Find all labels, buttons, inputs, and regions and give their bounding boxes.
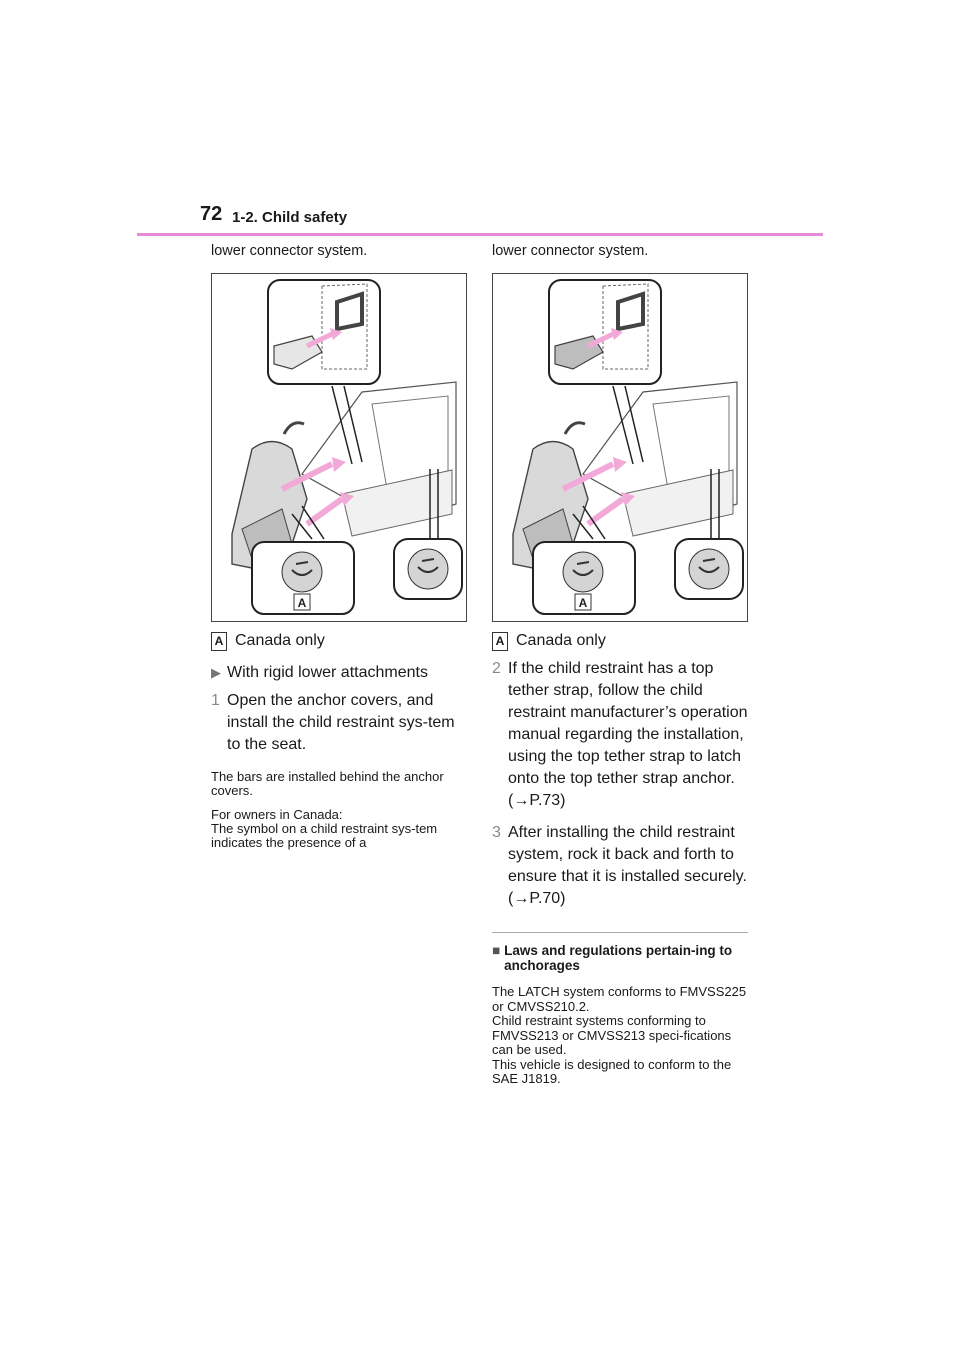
step-2	[492, 658, 748, 812]
section-divider	[492, 932, 748, 933]
left-column	[211, 240, 467, 850]
intro-text: lower connector system.	[492, 243, 649, 259]
step-text: If the child restraint has a top tether strap, follow the child restraint manufacturer’s operation manual regarding the installation, using the top tether strap to latch onto the top tether strap anchor. (→P.73)	[508, 660, 748, 809]
step-text: Open the anchor covers, and install the child restraint sys-tem to the seat.	[227, 692, 455, 753]
page-number: 72	[200, 203, 223, 225]
section-title: 1-2. Child safety	[232, 209, 348, 226]
note-anchor-covers	[211, 770, 467, 798]
body-line: The LATCH system conforms to FMVSS225 or CMVSS210.2.	[492, 984, 747, 1014]
subsection-title: Laws and regulations pertain-ing to anchorages	[504, 943, 733, 973]
caption-text: Canada only	[516, 632, 606, 649]
body-line: This vehicle is designed to conform to the SAE J1819.	[492, 1056, 732, 1086]
bullet-text: With rigid lower attachments	[227, 664, 428, 681]
caption-text: Canada only	[235, 632, 325, 649]
step-3	[492, 822, 748, 910]
note-line: For owners in Canada:	[211, 807, 343, 822]
triangle-bullet-icon: ▶	[211, 665, 221, 680]
note-text: The bars are installed behind the anchor covers.	[211, 769, 444, 798]
right-column	[492, 240, 748, 1087]
child-seat-illustration	[211, 273, 467, 622]
subsection-body	[492, 985, 748, 1087]
child-seat-illustration	[492, 273, 748, 622]
body-line: Child restraint systems conforming to FMVSS213 or CMVSS213 speci-fications can be used.	[492, 1013, 732, 1057]
step-number: 2	[492, 660, 501, 677]
caption-tag: A	[492, 632, 508, 651]
bullet-heading	[211, 662, 467, 684]
caption-tag: A	[211, 632, 227, 651]
step-text: After installing the child restraint system, rock it back and forth to ensure that it is installed securely. (→P.70)	[508, 824, 747, 907]
step-number: 3	[492, 824, 501, 841]
square-bullet-icon: ■	[492, 943, 501, 958]
intro-text: lower connector system.	[211, 243, 368, 259]
header-divider	[137, 233, 823, 236]
caption	[492, 630, 748, 652]
figure-label: A	[578, 596, 588, 610]
note-canada	[211, 808, 467, 850]
caption	[211, 630, 467, 652]
note-line: The symbol on a child restraint sys-tem indicates the presence of a	[211, 821, 438, 850]
subsection-heading	[492, 943, 748, 973]
step-number: 1	[211, 692, 220, 709]
step-1	[211, 690, 467, 756]
figure-label: A	[297, 596, 307, 610]
